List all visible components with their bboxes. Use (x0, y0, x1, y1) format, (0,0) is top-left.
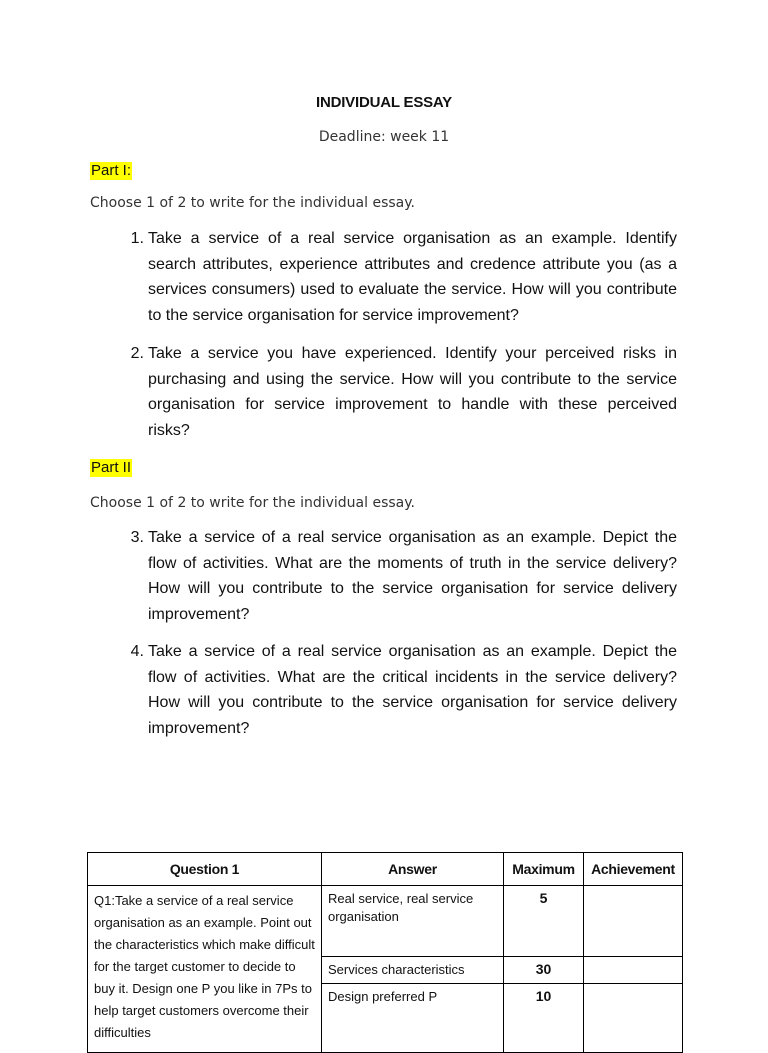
question-item (120, 226, 677, 328)
part-1-instruction: Choose 1 of 2 to write for the individual essay. (90, 195, 415, 211)
maximum-cell: 30 (504, 957, 584, 984)
column-header: Question 1 (88, 853, 322, 886)
part-1-label: Part I: (91, 162, 132, 179)
question-item (120, 341, 677, 443)
column-header: Achievement (584, 853, 683, 886)
question-number: 3. (130, 529, 144, 546)
part-2-instruction: Choose 1 of 2 to write for the individual essay. (90, 495, 415, 511)
page-title: INDIVIDUAL ESSAY (315, 94, 452, 111)
answer-cell: Services characteristics (322, 957, 504, 984)
question-text: Take a service of a real service organisation as an example. Identify search attributes, experience attributes and credence attribute you (as a services consumers) used to evaluate the service. How will you contribute to the service organisation for service improvement? (148, 230, 677, 324)
question-item (120, 525, 677, 627)
question-number: 1. (130, 230, 144, 247)
part-2-label: Part II (91, 459, 132, 476)
achievement-cell (584, 886, 683, 957)
grading-table (87, 852, 683, 1053)
question-text: Take a service of a real service organisation as an example. Depict the flow of activities. What are the moments of truth in the service delivery? How will you contribute to the service organisation for service delivery improvement? (148, 529, 677, 623)
deadline-text: Deadline: week 11 (318, 129, 450, 145)
column-header: Answer (322, 853, 504, 886)
answer-cell: Design preferred P (322, 984, 504, 1053)
achievement-cell (584, 957, 683, 984)
maximum-cell: 10 (504, 984, 584, 1053)
question-number: 2. (130, 345, 144, 362)
maximum-cell: 5 (504, 886, 584, 957)
question-item (120, 639, 677, 741)
question-number: 4. (130, 643, 144, 660)
column-header: Maximum (504, 853, 584, 886)
question-text: Take a service you have experienced. Identify your perceived risks in purchasing and using the service. How will you contribute to the service organisation for service improvement to handle with these perceived risks? (148, 345, 677, 439)
achievement-cell (584, 984, 683, 1053)
table-header-row (88, 853, 683, 886)
question-text: Take a service of a real service organisation as an example. Depict the flow of activities. What are the critical incidents in the service delivery? How will you contribute to the service organisation for service delivery improvement? (148, 643, 677, 737)
table-row (88, 886, 683, 957)
question-cell: Q1:Take a service of a real service organisation as an example. Point out the characteristics which make difficult for the target customer to decide to buy it. Design one P you like in 7Ps to help target customers overcome their difficulties (88, 886, 322, 1053)
answer-cell: Real service, real service organisation (322, 886, 504, 957)
